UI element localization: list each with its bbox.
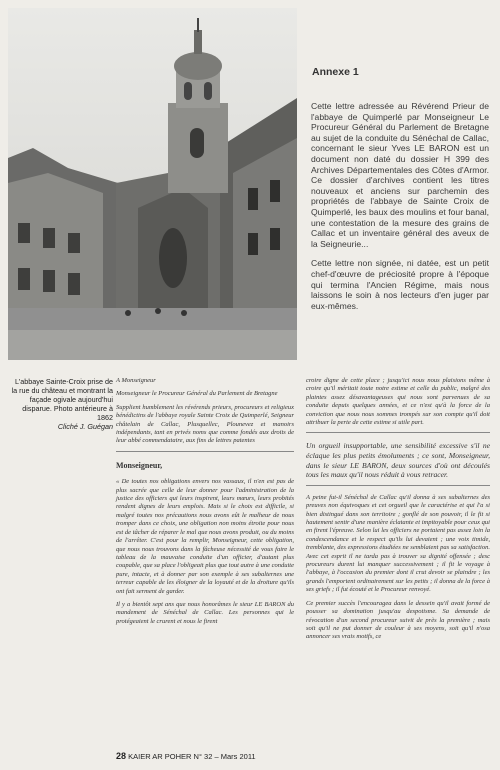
letter-recipient: Monseigneur le Procureur Général du Parlement de Bretagne	[116, 390, 278, 398]
abbey-photo-illustration	[8, 8, 297, 360]
journal-name: KAIER AR POHER N° 32 – Mars 2011	[128, 752, 256, 761]
letter-paragraph: « De toutes nos obligations envers nos vassaux, il n'en est pas de plus sacrée que celle de leur donner pour l'administration de la justice des officiers qui leurs inspirent, leurs mœurs, leurs probités rendent dignes de leurs emplois. Mais si le choix est difficile, si malgré toutes nos précautions nous avons eût le malheur de nous tromper dans ce choix, une obligation non moins étroite pour nous est de tâcher de réparer le mal que nous avons produit, ou du moins de l'arrêter. C'est pour la remplir, Monseigneur, cette obligation, que nous nous trouvons dans la fâcheuse nécessité de vous faire le tableau de la mauvaise conduite d'un officier, d'autant plus coupable, que sa place l'obligeait plus que tout autre à une conduite pure, intacte, et à donner par son exemple à ses subalternes une terreur capable de les éloigner de la loyauté et de la droiture qu'ils ont fait serment de garder.	[116, 478, 294, 595]
abbey-photo	[8, 8, 297, 360]
caption-text: L'abbaye Sainte-Croix prise de la rue du château et montrant la façade ogivale aujourd'hui disparue. Photo antérieure à 1862	[11, 377, 113, 422]
annex-paragraph: Cette lettre adressée au Révérend Prieur de l'abbaye de Quimperlé par Monseigneur Le Procureur Général du Parlement de Bretagne au sujet de la conduite du Sénéchal de Callac, concernant le sieur Yves LE BARON est un document non daté du dossier H 399 des Archives Départementales des Côtes d'Armor. Ce dossier d'archives contient les titres nouveaux et anciens sur parchemin des propriétés de l'abbaye de Sainte Croix de Quimperlé, les baux des moulins et four banal, une contestation de la mesure des grains de Callac et un inventaire général des aveux de la Seigneurie...	[311, 101, 489, 249]
letter-column-right	[306, 377, 490, 647]
annex-title: Annexe 1	[312, 66, 359, 78]
page-number: 28	[116, 751, 127, 761]
letter-salutation: Monseigneur,	[116, 460, 163, 470]
letter-paragraph: A peine fut-il Sénéchal de Callac qu'il donna à ses subalternes des preuves non équivoques et cet orgueil que le caractérise et qui l'a si bien distingué dans son territoire ; gonflé de son pouvoir, il le fit si hautement sentir d'une manière éclatante et impitoyable pour ceux qui en firent l'épreuve. Selon lui les officiers ne portaient pas assez loin la condescendance et le respect qu'ils lui devaient ; une voix timide, tremblante, des expressions étudiées ne semblaient pas sa satisfaction. Avec cet esprit il ne tarda pas à trouver sa dignité offensée ; desc procureurs durent lui manquer successivement ; il fit le voyage à l'abbaye, à l'occasion du premier dont il crut devoir se plaindre ; les grands l'emportent ordinairement sur les petits ; il donna de la force à ses griefs ; il fut écouté et le Procureur renvoyé.	[306, 493, 490, 594]
divider	[116, 451, 294, 452]
divider	[306, 432, 490, 433]
letter-paragraph: croire digne de cette place ; jusqu'ici nous nous plaisions même à croire qu'il méritait toute notre estime et celle du public, malgré des plaintes assez désavantageuses qui nous sont parvenues de sa conduite depuis quelques années, et ce n'est qu'à la force de la conviction que nous nous sommes trompés sur son compte qu'il doit attribuer la perte de cette estime si utile part.	[306, 377, 490, 427]
photo-caption	[8, 377, 113, 431]
letter-paragraph: Ce premier succès l'encouragea dans le dessein qu'il avait formé de pousser sa domination jusqu'au despotisme. Sa demande de révocation d'un second procureur suivit de près la première ; mais soit qu'il ne put donner de couleur à ses moyens, soit qu'il n'osa annoncer ses vrais motifs, ce	[306, 599, 490, 641]
divider	[306, 485, 490, 486]
letter-paragraph: Un orgueil insupportable, une sensibilité excessive s'il ne éclaque les plus petits émoluments ; ce sont, Monseigneur, dans le sieur LE BARON, deux sources d'où ont découlés tous les maux qu'il nous réduit à vous retracer.	[306, 441, 490, 480]
letter-addressee: A Monseigneur	[116, 377, 156, 384]
caption-credit: Cliché J. Guégan	[57, 422, 113, 431]
letter-paragraph: Il y a bientôt sept ans que nous honorâmes le sieur LE BARON du mandement de Sénéchal de Callac. Les personnes qui le protégeaient le crurent et nous le firent	[116, 600, 294, 625]
letter-column-left	[116, 377, 294, 631]
page-footer	[116, 751, 256, 761]
letter-supplication: Supplient humblement les révérends prieurs, procureurs et religieux bénédictins de l'abbaye royale Sainte Croix de Quimperlé, Seigneur châtelain de Callac, Plusquellec, Plounevez et manoirs indépendants, tant en privés noms que comme fondés aux droits de leur abbé commendataire, aux fins de lettres patentes	[116, 403, 294, 445]
annex-paragraph: Cette lettre non signée, ni datée, est un petit chef-d'œuvre de préciosité propre à l'époque qui termina l'Ancien Régime, mais nous laissons le soin à nos lecteurs d'en juger par eux-mêmes.	[311, 258, 489, 311]
annex-intro	[311, 101, 489, 320]
